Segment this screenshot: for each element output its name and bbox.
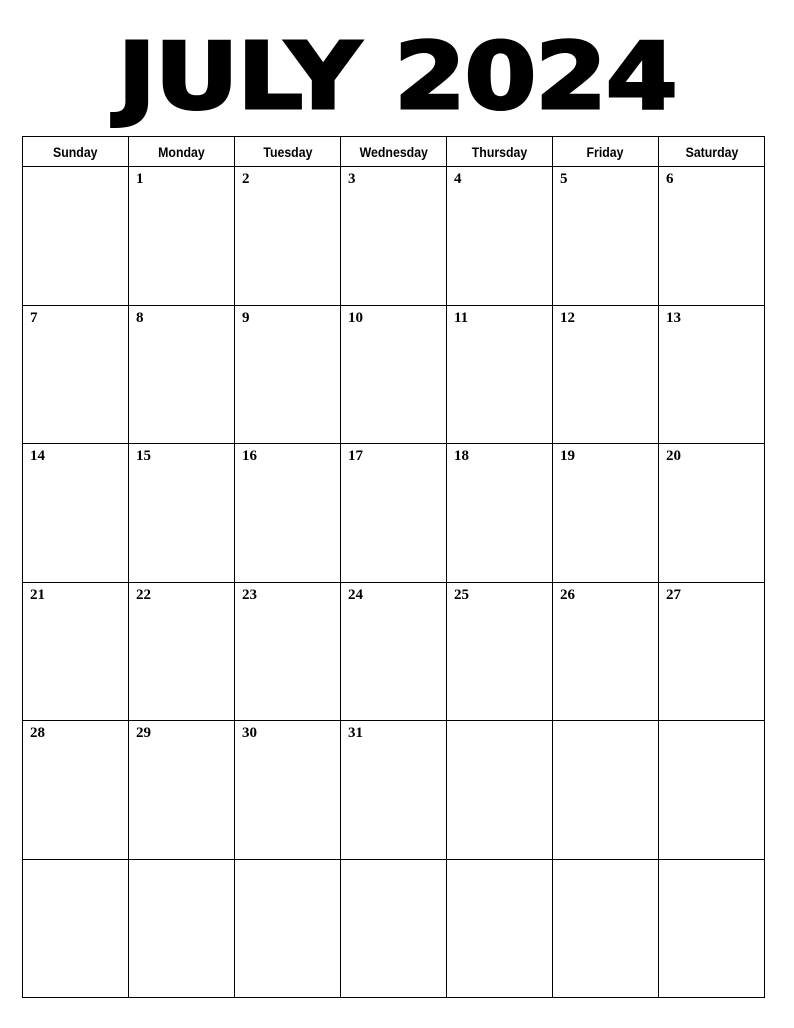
day-cell (659, 859, 765, 998)
day-number (23, 167, 128, 171)
day-cell (553, 305, 659, 444)
day-number: 14 (30, 448, 45, 464)
day-number: 23 (242, 586, 257, 603)
day-cell (23, 582, 129, 721)
weekday-label: Wednesday (359, 143, 428, 160)
day-number: 11 (454, 309, 469, 326)
week-row (23, 444, 765, 583)
day-cell (659, 721, 765, 860)
day-cell (235, 167, 341, 306)
day-cell (659, 167, 765, 306)
day-number (447, 721, 552, 725)
day-cell (341, 721, 447, 860)
day-number (553, 721, 658, 725)
day-cell (447, 305, 553, 444)
day-cell (129, 305, 235, 444)
weekday-header-sunday (23, 137, 129, 167)
weekday-header-row (23, 137, 765, 167)
day-cell (129, 721, 235, 860)
day-cell (341, 582, 447, 721)
day-number (659, 860, 764, 864)
weekday-header-friday (553, 137, 659, 167)
day-number: 5 (560, 171, 568, 187)
day-number: 22 (136, 586, 151, 603)
day-number (659, 721, 764, 725)
weekday-header-tuesday (235, 137, 341, 167)
day-number: 1 (136, 171, 144, 187)
day-number: 10 (348, 309, 363, 326)
day-number (447, 860, 552, 864)
weekday-label: Saturday (685, 143, 738, 160)
day-number: 3 (348, 171, 356, 187)
day-cell (341, 859, 447, 998)
day-cell (341, 444, 447, 583)
day-number: 28 (30, 725, 45, 741)
week-row (23, 582, 765, 721)
day-number: 18 (454, 448, 469, 464)
day-number (129, 860, 234, 864)
day-cell (447, 444, 553, 583)
day-number (553, 860, 658, 864)
day-number: 6 (666, 171, 674, 187)
day-cell (23, 305, 129, 444)
weekday-header-saturday (659, 137, 765, 167)
day-number: 19 (560, 448, 575, 464)
week-row (23, 721, 765, 860)
day-cell (129, 859, 235, 998)
day-cell (659, 444, 765, 583)
weekday-label: Monday (158, 143, 205, 160)
day-number: 20 (666, 448, 681, 464)
day-cell (235, 305, 341, 444)
day-cell (341, 305, 447, 444)
weekday-header-monday (129, 137, 235, 167)
day-cell (553, 582, 659, 721)
weekday-header-wednesday (341, 137, 447, 167)
day-cell (235, 582, 341, 721)
day-cell (235, 721, 341, 860)
day-number: 29 (136, 725, 151, 741)
weekday-header-thursday (447, 137, 553, 167)
day-number: 31 (348, 725, 363, 741)
day-number (23, 860, 128, 864)
day-cell (553, 721, 659, 860)
calendar-title: JULY 2024 (117, 23, 677, 130)
day-number: 4 (454, 171, 462, 187)
day-cell (341, 167, 447, 306)
day-cell (129, 444, 235, 583)
day-cell (553, 444, 659, 583)
week-row (23, 167, 765, 306)
day-cell (447, 859, 553, 998)
day-number: 12 (560, 309, 575, 326)
day-cell (129, 582, 235, 721)
day-cell (553, 167, 659, 306)
day-number (341, 860, 446, 864)
weekday-label: Sunday (53, 143, 98, 160)
weekday-label: Tuesday (262, 143, 313, 160)
day-number: 15 (136, 448, 151, 464)
day-cell (129, 167, 235, 306)
day-cell (23, 444, 129, 583)
weekday-label: Thursday (471, 143, 528, 160)
day-number: 2 (242, 171, 250, 187)
day-number: 27 (666, 586, 681, 603)
day-cell (235, 444, 341, 583)
day-number: 16 (242, 448, 257, 464)
day-number: 8 (136, 309, 144, 326)
day-cell (447, 721, 553, 860)
day-cell (235, 859, 341, 998)
day-number: 13 (666, 309, 681, 326)
day-number: 25 (454, 586, 469, 603)
day-cell (23, 721, 129, 860)
day-cell (23, 167, 129, 306)
day-number: 17 (348, 448, 363, 464)
day-number: 9 (242, 309, 250, 326)
day-number: 26 (560, 586, 575, 603)
week-row (23, 859, 765, 998)
day-cell (447, 582, 553, 721)
day-cell (659, 582, 765, 721)
day-number: 21 (30, 586, 45, 603)
day-cell (553, 859, 659, 998)
day-cell (659, 305, 765, 444)
day-number (235, 860, 340, 864)
week-row (23, 305, 765, 444)
weekday-label: Friday (587, 143, 624, 160)
calendar-grid (22, 136, 765, 998)
day-cell (447, 167, 553, 306)
day-number: 24 (348, 586, 363, 603)
day-number: 7 (30, 309, 38, 326)
day-cell (23, 859, 129, 998)
day-number: 30 (242, 725, 257, 741)
